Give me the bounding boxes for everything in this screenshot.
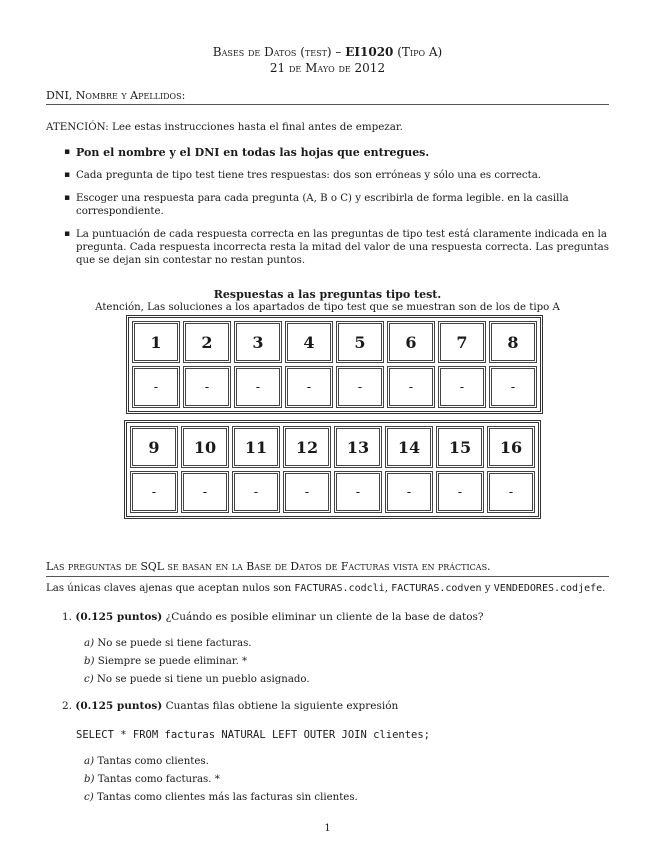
question-number: 1. (62, 611, 73, 623)
question-1-option-a (84, 638, 252, 649)
question-number-cell: 14 (385, 426, 433, 468)
nulls-note-end: . (602, 583, 606, 594)
answer-cell[interactable]: - (436, 471, 484, 513)
answer-cell[interactable]: - (283, 471, 331, 513)
instruction-item: ▪ La puntuación de cada respuesta correcta en las preguntas de tipo test está claramente indicada en la pregunta. Cada respuesta incorrecta resta la mitad del valor de una respuesta correcta. Las preguntas que se dejan sin contestar no restan puntos. (64, 228, 609, 267)
question-number-cell: 1 (132, 321, 180, 363)
option-letter: a) (84, 756, 95, 767)
question-number-cell: 15 (436, 426, 484, 468)
exam-title (0, 45, 655, 59)
question-2-option-c (84, 792, 358, 803)
question-number-cell: 10 (181, 426, 229, 468)
option-letter: c) (84, 792, 94, 803)
question-number-cell: 16 (487, 426, 535, 468)
answer-cell[interactable]: - (487, 471, 535, 513)
answer-cell[interactable]: - (232, 471, 280, 513)
exam-date: 21 de Mayo de 2012 (269, 61, 386, 75)
answer-cell[interactable]: - (181, 471, 229, 513)
question-number-cell: 2 (183, 321, 231, 363)
instruction-item: ▪ Pon el nombre y el DNI en todas las hojas que entregues. (64, 146, 609, 159)
title-course: Bases de Datos (test) – (212, 45, 342, 59)
answer-cell[interactable]: - (385, 471, 433, 513)
option-text: No se puede si tiene facturas. (97, 638, 252, 649)
answer-cell[interactable]: - (132, 366, 180, 408)
option-letter: b) (84, 774, 95, 785)
instruction-item: ▪ Cada pregunta de tipo test tiene tres respuestas: dos son erróneas y sólo una es correcta. (64, 169, 609, 182)
question-number-cell: 7 (438, 321, 486, 363)
dni-label: DNI, Nombre y Apellidos: (46, 89, 186, 102)
question-2-option-a (84, 756, 209, 767)
option-letter: a) (84, 638, 95, 649)
option-text: Tantas como clientes más las facturas sin clientes. (96, 792, 358, 803)
nulls-note-sep: , (384, 583, 388, 594)
question-1-option-c (84, 674, 310, 685)
foreign-key-codcli: FACTURAS.codcli (294, 583, 385, 594)
foreign-key-codven: FACTURAS.codven (391, 583, 482, 594)
option-text: Tantas como facturas. * (97, 774, 220, 785)
nulls-note-sep: y (484, 583, 491, 594)
answer-cell[interactable]: - (489, 366, 537, 408)
question-2 (62, 700, 398, 712)
answer-cell[interactable]: - (285, 366, 333, 408)
answer-cell[interactable]: - (438, 366, 486, 408)
question-1 (62, 611, 484, 623)
option-text: No se puede si tiene un pueblo asignado. (96, 674, 310, 685)
question-number-cell: 5 (336, 321, 384, 363)
question-2-option-b (84, 774, 220, 785)
answer-cell[interactable]: - (183, 366, 231, 408)
answers-subtitle: Atención, Las soluciones a los apartados de tipo test que se muestran son de los de tipo A (95, 302, 560, 313)
question-number: 2. (62, 700, 73, 712)
answer-grid-1 (126, 315, 543, 414)
question-number-cell: 8 (489, 321, 537, 363)
option-text: Siempre se puede eliminar. * (97, 656, 248, 667)
question-text: Cuantas filas obtiene la siguiente expresión (165, 700, 399, 712)
question-points: (0.125 puntos) (75, 700, 163, 712)
answer-cell[interactable]: - (387, 366, 435, 408)
answer-cell[interactable]: - (234, 366, 282, 408)
sql-divider (46, 576, 609, 577)
sql-section-title: Las preguntas de SQL se basan en la Base de Datos de Facturas vista en prácticas. (46, 560, 491, 573)
title-code: EI1020 (345, 45, 394, 59)
dni-divider (46, 104, 609, 105)
question-text: ¿Cuándo es posible eliminar un cliente de la base de datos? (165, 611, 484, 623)
question-1-option-b (84, 656, 247, 667)
question-number-cell: 9 (130, 426, 178, 468)
question-number-cell: 11 (232, 426, 280, 468)
page-number: 1 (324, 823, 331, 834)
answers-title: Respuestas a las preguntas tipo test. (213, 288, 442, 301)
answer-cell[interactable]: - (334, 471, 382, 513)
foreign-key-codjefe: VENDEDORES.codjefe (493, 583, 603, 594)
instruction-item: ▪ Escoger una respuesta para cada pregunta (A, B o C) y escribirla de forma legible. en la casilla correspondiente. (64, 192, 609, 218)
question-number-cell: 12 (283, 426, 331, 468)
instructions-list (64, 146, 609, 274)
answer-grid-2 (124, 420, 541, 519)
attention-note: ATENCIÓN: Lee estas instrucciones hasta el final antes de empezar. (46, 121, 403, 133)
option-letter: c) (84, 674, 94, 685)
title-type: (Tipo A) (397, 45, 443, 59)
question-points: (0.125 puntos) (75, 611, 163, 623)
question-number-cell: 3 (234, 321, 282, 363)
nulls-note (46, 583, 605, 594)
question-number-cell: 13 (334, 426, 382, 468)
sql-code: SELECT * FROM facturas NATURAL LEFT OUTER JOIN clientes; (76, 729, 431, 741)
answer-cell[interactable]: - (336, 366, 384, 408)
option-letter: b) (84, 656, 95, 667)
nulls-note-prefix: Las únicas claves ajenas que aceptan nulos son (46, 583, 292, 594)
answer-cell[interactable]: - (130, 471, 178, 513)
option-text: Tantas como clientes. (97, 756, 209, 767)
question-number-cell: 6 (387, 321, 435, 363)
question-number-cell: 4 (285, 321, 333, 363)
